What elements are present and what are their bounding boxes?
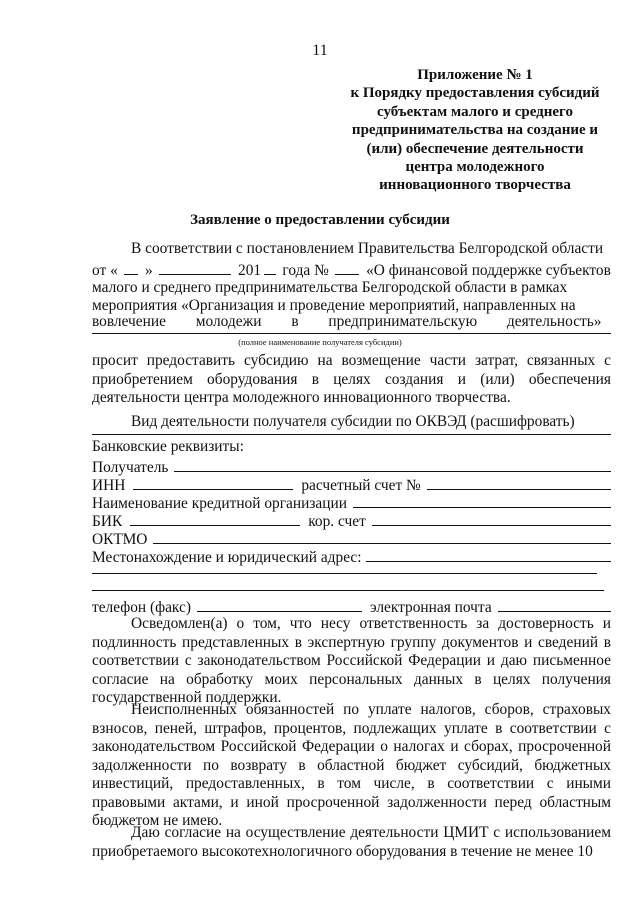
text: года № — [282, 262, 329, 279]
decree-number-field[interactable] — [335, 260, 359, 275]
recipient-label: Получатель — [92, 459, 169, 476]
inn-label: ИНН — [92, 477, 126, 494]
address-field-line[interactable] — [92, 573, 597, 574]
email-field[interactable] — [498, 597, 611, 612]
okved-field[interactable] — [92, 434, 611, 435]
email-label: электронная почта — [370, 599, 492, 616]
corr-label: кор. счет — [308, 513, 366, 530]
document-title: Заявление о предоставлении субсидии — [190, 212, 450, 228]
okved-label: Вид деятельности получателя субсидии по ОКВЭД (расшифровать) — [131, 413, 575, 430]
paragraph-line: малого и среднего предпринимательства Белгородской области в рамках — [92, 279, 568, 296]
oktmo-field[interactable] — [153, 529, 611, 544]
recipient-row — [92, 457, 611, 477]
address-label: Местонахождение и юридический адрес: — [92, 549, 362, 566]
paragraph-line: вовлечение молодежи в предпринимательскую деятельность» — [92, 313, 602, 330]
text: от « — [92, 262, 118, 279]
appendix-line: субъектам малого и среднего — [377, 103, 573, 120]
paragraph-5: Неисполненных обязанностей по уплате налогов, сборов, страховых взносов, пеней, штрафов, процентов, подлежащих уплате в соответствии с законодательством Российской Федерации о налогах и сборах, просроченной задолженности по возврату в областной бюджет субсидий, бюджетных инвестиций, предоставленных, в том числе, в соответствии с иными правовыми актами, и иной просроченной задолженности перед областным бюджетом не имею. — [92, 701, 611, 829]
appendix-line: инновационного творчества — [379, 177, 571, 194]
address-row — [92, 547, 611, 567]
account-field[interactable] — [427, 475, 611, 490]
field-caption: (полное наименование получателя субсидии) — [238, 337, 402, 347]
oktmo-label: ОКТМО — [92, 531, 148, 548]
phone-label: телефон (факс) — [92, 599, 191, 616]
paragraph-6: Даю согласие на осуществление деятельности ЦМИТ с использованием приобретаемого высокотехнологичного оборудования в течение не менее 10 — [92, 824, 611, 860]
inn-field[interactable] — [133, 475, 293, 490]
paragraph-4: Осведомлен(а) о том, что несу ответственность за достоверность и подлинность представленных в экспертную группу документов и сведений в соответствии с законодательством Российской Федерации и даю письменное согласие на обработку моих персональных данных в целях получения государственной поддержки. — [92, 615, 611, 706]
month-field[interactable] — [159, 260, 231, 275]
date-number-line — [92, 260, 611, 279]
bank-details-header: Банковские реквизиты: — [92, 438, 244, 455]
appendix-line: Приложение № 1 — [417, 67, 533, 83]
inn-row — [92, 475, 611, 495]
oktmo-row — [92, 529, 611, 549]
credit-org-label: Наименование кредитной организации — [92, 495, 347, 512]
recipient-name-field[interactable] — [92, 333, 611, 334]
address-field-line[interactable] — [92, 590, 604, 591]
text: «О финансовой поддержке субъектов — [366, 262, 611, 279]
appendix-line: (или) обеспечение деятельности — [366, 140, 584, 157]
credit-org-row — [92, 493, 611, 513]
paragraph-line-justified — [92, 313, 611, 332]
corr-account-field[interactable] — [372, 511, 611, 526]
paragraph-line: мероприятия «Организация и проведение мероприятий, направленных на — [92, 297, 576, 314]
text: 201 — [238, 262, 262, 279]
year-field[interactable] — [264, 260, 276, 275]
recipient-field[interactable] — [174, 457, 611, 472]
page-number: 11 — [312, 42, 328, 59]
bik-row — [92, 511, 611, 531]
appendix-line: центра молодежного — [405, 159, 545, 176]
address-field[interactable] — [366, 547, 611, 562]
bik-field[interactable] — [130, 511, 300, 526]
credit-org-field[interactable] — [353, 493, 611, 508]
appendix-line: к Порядку предоставления субсидий — [350, 85, 600, 102]
account-label: расчетный счет № — [301, 477, 421, 494]
text: » — [145, 262, 153, 279]
contact-row — [92, 597, 611, 617]
day-field[interactable] — [124, 260, 138, 275]
paragraph-2: просит предоставить субсидию на возмещение части затрат, связанных с приобретением оборудования в целях создания и (или) обеспечения деятельности центра молодежного инновационного творчества. — [92, 352, 611, 406]
appendix-line: предпринимательства на создание и — [351, 122, 599, 139]
phone-field[interactable] — [197, 597, 362, 612]
appendix-header — [340, 66, 610, 195]
paragraph-line: В соответствии с постановлением Правительства Белгородской области — [131, 240, 604, 257]
bik-label: БИК — [92, 513, 123, 530]
